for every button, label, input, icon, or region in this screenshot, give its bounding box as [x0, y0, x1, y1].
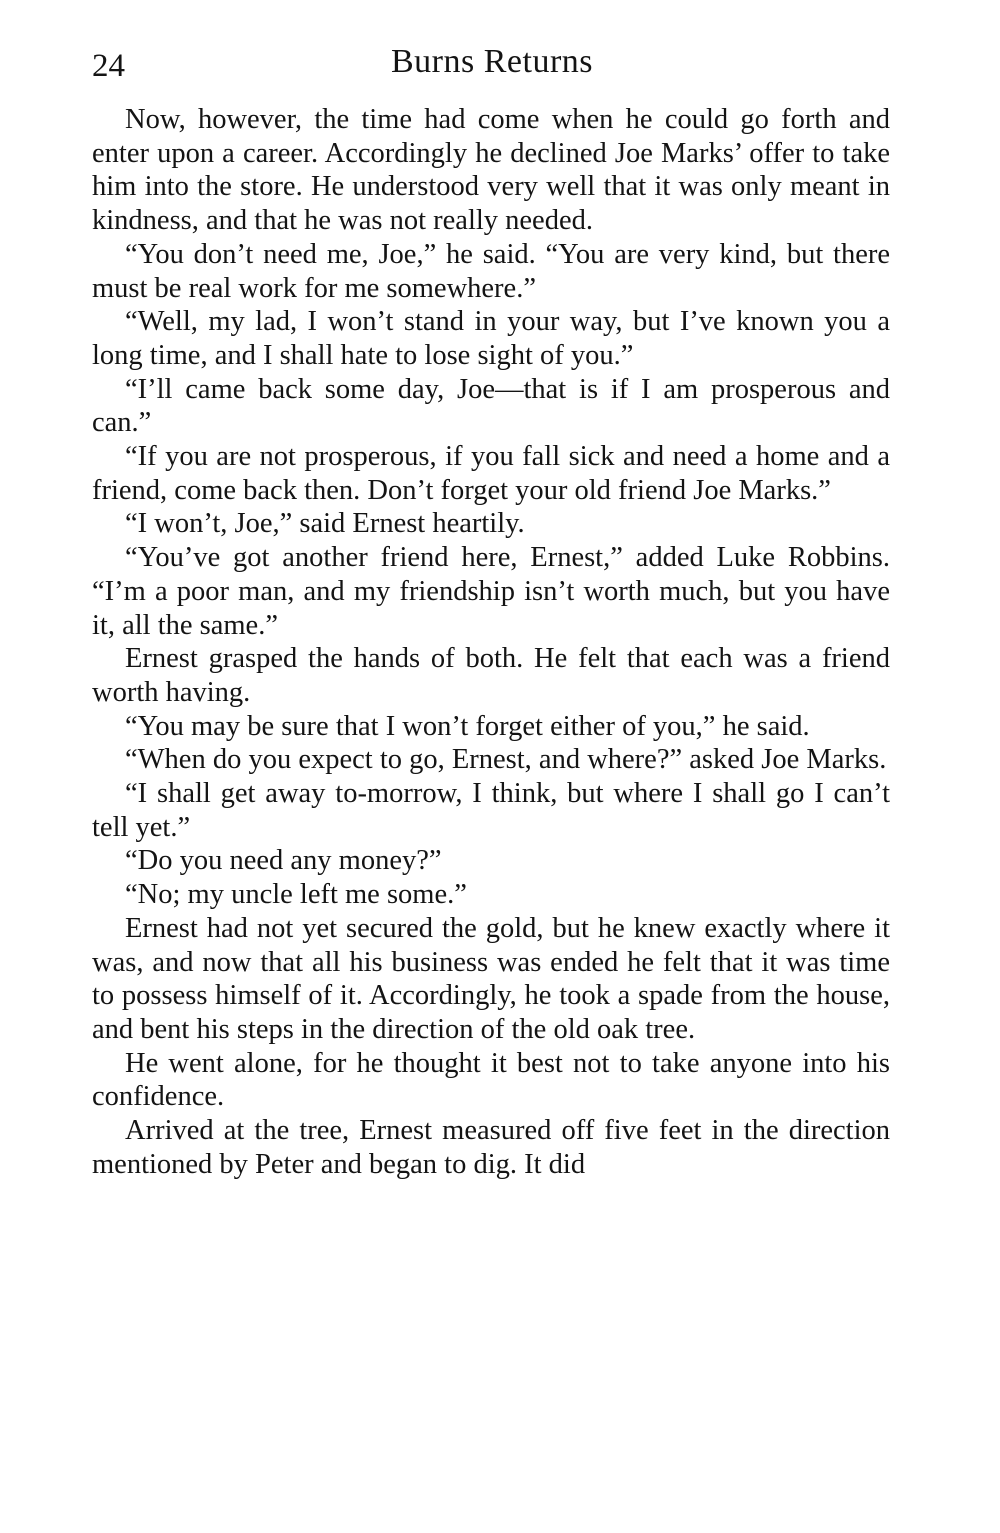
- page-header: [92, 40, 892, 90]
- running-title: Burns Returns: [391, 43, 593, 80]
- paragraph: “You don’t need me, Joe,” he said. “You are very kind, but there must be real work for me somewhere.”: [92, 238, 890, 304]
- paragraph: Now, however, the time had come when he could go forth and enter upon a career. Accordingly he declined Joe Marks’ offer to take him into the store. He understood very well that it was only meant in kindness, and that he was not really needed.: [92, 104, 890, 237]
- paragraph: “I shall get away to-morrow, I think, but where I shall go I can’t tell yet.”: [92, 778, 890, 843]
- paragraph: Arrived at the tree, Ernest measured off five feet in the direction mentioned by Peter and began to dig. It did: [92, 1115, 890, 1180]
- paragraph: “I’ll came back some day, Joe—that is if I am prosperous and can.”: [92, 373, 890, 439]
- paragraph: “When do you expect to go, Ernest, and where?” asked Joe Marks.: [125, 744, 887, 776]
- page-number: 24: [92, 48, 125, 84]
- paragraph: “No; my uncle left me some.”: [125, 879, 467, 911]
- paragraph: “I won’t, Joe,” said Ernest heartily.: [125, 508, 525, 540]
- paragraph: He went alone, for he thought it best not to take anyone into his confidence.: [92, 1047, 890, 1113]
- paragraph: “If you are not prosperous, if you fall sick and need a home and a friend, come back then. Don’t forget your old friend Joe Marks.”: [92, 441, 890, 506]
- paragraph: Ernest grasped the hands of both. He felt that each was a friend worth having.: [92, 643, 890, 708]
- body-text: [92, 103, 890, 1182]
- paragraph: “You’ve got another friend here, Ernest,” added Luke Robbins. “I’m a poor man, and my friendship isn’t worth much, but you have it, all the same.”: [92, 542, 890, 641]
- paragraph: Ernest had not yet secured the gold, but he knew exactly where it was, and now that all his business was ended he felt that it was time to possess himself of it. Accordingly, he took a spade from the house, and bent his steps in the direction of the old oak tree.: [92, 912, 890, 1045]
- paragraph: “Do you need any money?”: [125, 845, 442, 877]
- paragraph: “You may be sure that I won’t forget either of you,” he said.: [125, 710, 810, 742]
- paragraph: “Well, my lad, I won’t stand in your way, but I’ve known you a long time, and I shall hate to lose sight of you.”: [92, 306, 890, 371]
